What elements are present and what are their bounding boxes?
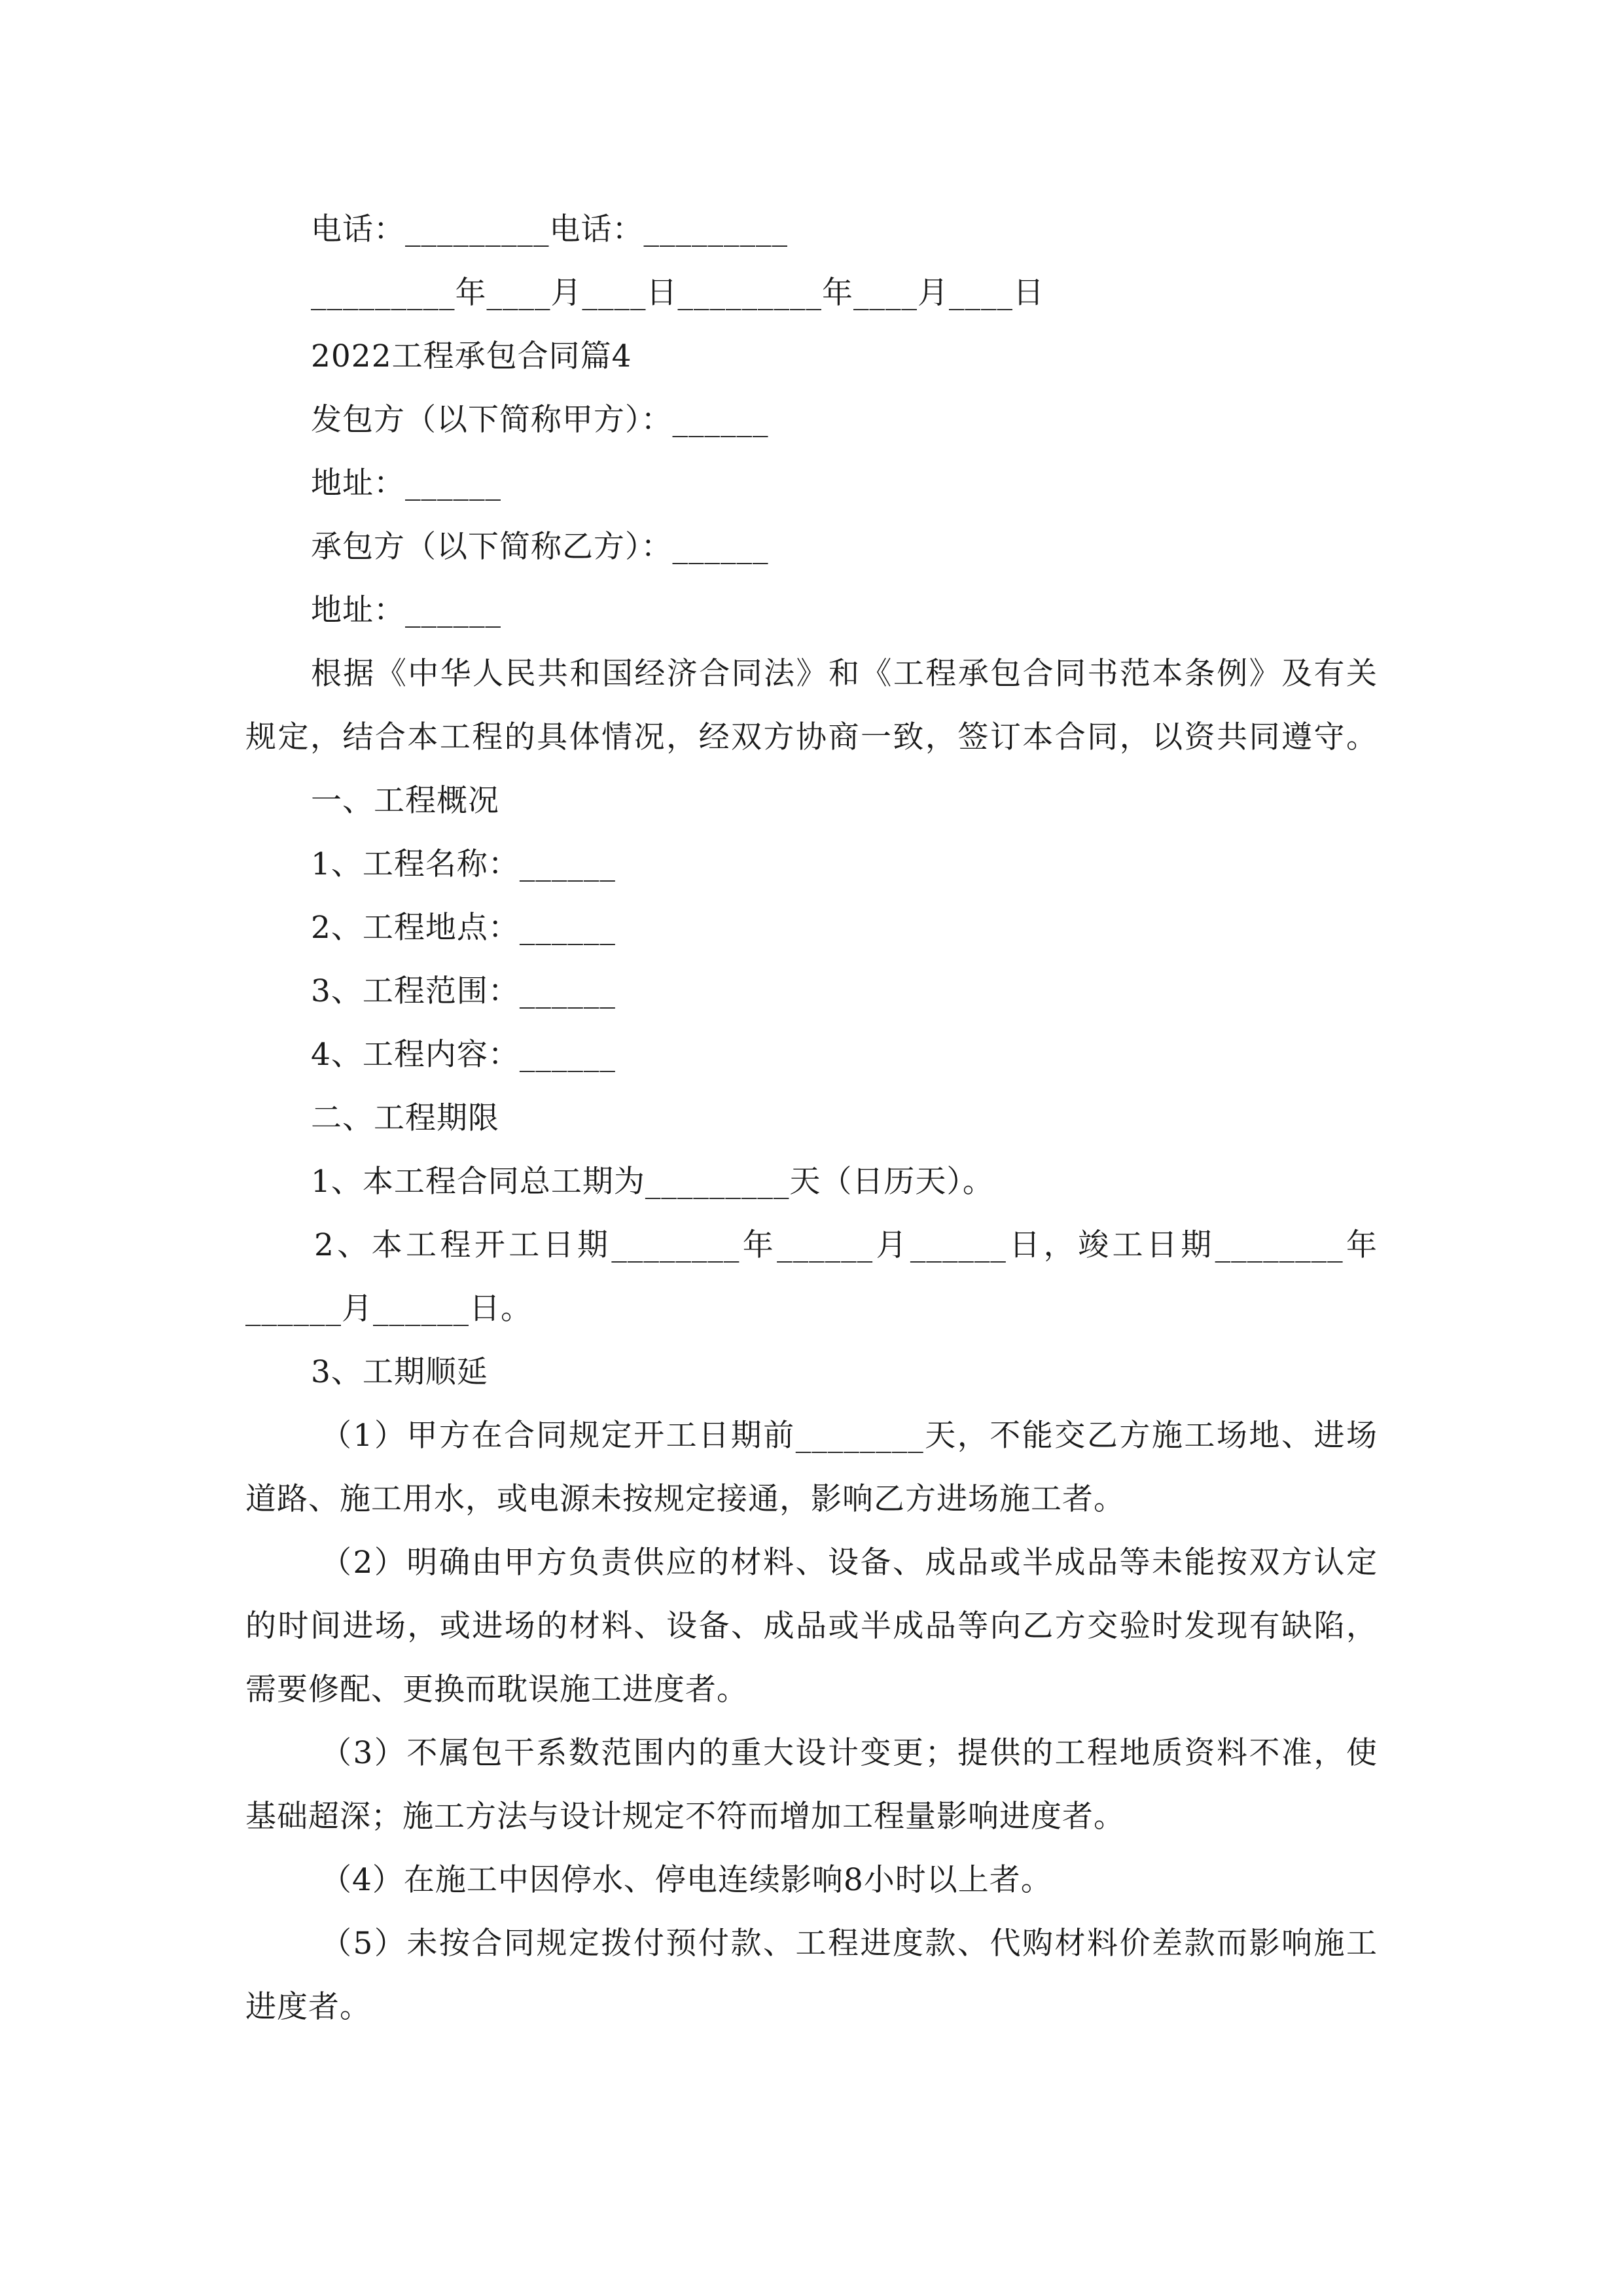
party-a-address-line: 地址：______ <box>311 465 501 501</box>
signature-phone-line: 电话：_________电话：_________ <box>311 211 788 247</box>
completion-date-line: ______月______日。 <box>245 1291 532 1327</box>
clause-3-line-2: 基础超深；施工方法与设计规定不符而增加工程量影响进度者。 <box>245 1799 1125 1835</box>
clause-1-line-2: 道路、施工用水，或电源未按规定接通，影响乙方进场施工者。 <box>245 1481 1125 1517</box>
clause-5-text-1: （5）未按合同规定拨付预付款、工程进度款、代购材料价差款而影响施工 <box>321 1926 1378 1962</box>
start-date-line <box>0 1213 1623 1277</box>
clause-1-text-1: （1）甲方在合同规定开工日期前________天，不能交乙方施工场地、进场 <box>321 1418 1378 1454</box>
heading-term: 二、工程期限 <box>311 1100 499 1136</box>
preamble-line-1 <box>0 642 1623 706</box>
signature-date-line: _________年____月____日_________年____月____日 <box>311 275 1044 311</box>
clause-5-line-1 <box>0 1912 1623 1975</box>
clause-2-line-1 <box>0 1531 1623 1594</box>
project-content-line: 4、工程内容：______ <box>311 1037 616 1073</box>
clause-3-line-1 <box>0 1721 1623 1785</box>
clause-4-line: （4）在施工中因停水、停电连续影响8小时以上者。 <box>321 1862 1052 1898</box>
clause-2-text-2: 的时间进场，或进场的材料、设备、成品或半成品等向乙方交验时发现有缺陷， <box>245 1608 1378 1644</box>
project-location-line: 2、工程地点：______ <box>311 910 616 946</box>
project-scope-line: 3、工程范围：______ <box>311 973 616 1009</box>
heading-extension: 3、工期顺延 <box>311 1354 488 1390</box>
party-a-line: 发包方（以下简称甲方）：______ <box>311 402 769 438</box>
party-b-address-line: 地址：______ <box>311 592 501 628</box>
preamble-text-1: 根据《中华人民共和国经济合同法》和《工程承包合同书范本条例》及有关 <box>311 656 1378 692</box>
clause-2-line-2 <box>0 1594 1623 1658</box>
preamble-text-2: 规定，结合本工程的具体情况，经双方协商一致，签订本合同，以资共同遵守。 <box>245 719 1378 755</box>
clause-2-text-1: （2）明确由甲方负责供应的材料、设备、成品或半成品等未能按双方认定 <box>321 1545 1378 1581</box>
clause-2-line-3: 需要修配、更换而耽误施工进度者。 <box>245 1672 748 1708</box>
start-date-text: 2、本工程开工日期________年______月______日，竣工日期________年 <box>314 1227 1378 1263</box>
clause-1-line-1 <box>0 1404 1623 1467</box>
clause-3-text-1: （3）不属包干系数范围内的重大设计变更；提供的工程地质资料不准，使 <box>321 1735 1378 1771</box>
project-name-line: 1、工程名称：______ <box>311 846 616 882</box>
total-duration-line: 1、本工程合同总工期为_________天（日历天）。 <box>311 1164 994 1200</box>
heading-overview: 一、工程概况 <box>311 783 499 819</box>
preamble-line-2 <box>0 706 1623 769</box>
clause-5-line-2: 进度者。 <box>245 1989 371 2025</box>
party-b-line: 承包方（以下简称乙方）：______ <box>311 529 769 565</box>
section-title: 2022工程承包合同篇4 <box>311 338 632 374</box>
